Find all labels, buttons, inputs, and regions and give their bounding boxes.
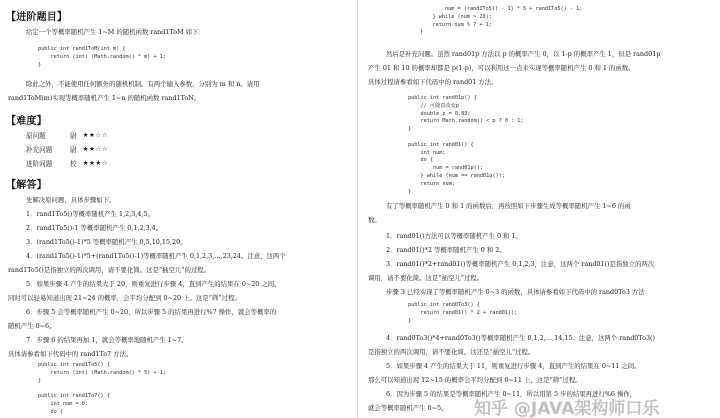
difficulty-row-supplement: 补充问题 尉 ★★☆☆ [26,145,109,154]
step-line: rand1To5()是指独立的两次调用，请不要化简。这是“插空儿”的过程。 [8,266,211,274]
rating-stars: ★★☆☆ [82,131,109,139]
step-line: 5．如果步骤 4 产生的结果大于 11，则重复进行步骤 4，直到产生的结果在 0~11 之间。 [386,362,641,370]
step-line: 1．rand01()方法可以等概率随机产生 0 和 1。 [386,232,522,240]
code-rand1To7-tail: num = (rand1To5() - 1) * 5 + rand1To5() - 1; } while (num > 20); return num % 7 + 1; } [420,6,583,36]
step-line: 2．rand1To5()-1 等概率随机产生 0,1,2,3,4。 [26,224,163,232]
supplement-paragraph-line3: 具体过程请参看如下代码中的 rand01 方法。 [368,78,498,86]
zhihu-watermark: 知乎 @JAVA架构师口乐 [474,399,660,418]
step-line: 7．步骤 6 的结果再加 1，就会等概率地随机产生 1~7。 [26,336,188,344]
generation-paragraph-line1: 有了等概率随机产生 0 和 1 的函数后，再按照如下步骤生成等概率随机产生 1~6 的函 [386,202,631,210]
difficulty-row-original: 原问题 尉 ★★☆☆ [26,131,109,140]
code-rand01p-rand01: public int rand01p() { // 可随意改变p double p = 0.83; return Math.random() < p ? 0 : 1; } public int rand01() { int num; do { num = rand01p(); } while (num == rand01p()); return num; } [408,95,524,195]
step-line: 是指独立的两次调用，请不要化简。这还是“插空儿”过程。 [368,348,535,356]
rating-stars: ★★★☆ [82,159,109,167]
answer-intro: 先解决原问题，具体步骤如下。 [26,196,116,204]
intro-paragraph: 给定一个等概率随机产生 1~M 的随机函数 rand1ToM 如下： [26,28,205,36]
step-line: 3．(rand1To5()-1)*5 等概率随机产生 0,5,10,15,20。 [26,238,187,246]
step-line: 4．(rand1To5()-1)*5+(rand1To5()-1)等概率随机产生 0,1,2,3,…,23,24。注意，这两个 [26,252,286,260]
difficulty-row-advanced: 进阶问题 校 ★★★☆ [26,159,109,168]
left-page [0,0,358,418]
rating-stars: ★★☆☆ [82,145,109,153]
step-line: 1．rand1To5()等概率随机产生 1,2,3,4,5。 [26,210,154,218]
constraint-paragraph-line1: 除此之外，不能使用任何额外的随机机制。有两个输入参数，分别为 m 和 n。请用 [26,80,260,88]
step-line: 2．rand01()*2 等概率随机产生 0 和 2。 [386,246,506,254]
supplement-paragraph-line1: 然后是补充问题。虽然 rand01p 方法以 p 的概率产生 0，以 1-p 的概率产生 1，但是 rand01p [386,50,661,58]
code-rand1To5-rand1To7: public int rand1To5() { return (int) (Math.random() * 5) + 1; } public int rand1To7() { int num = 0; do { [38,362,167,415]
answer-heading: 【解答】 [6,180,47,191]
supplement-paragraph-line2: 产生 01 和 10 的概率却都是 p(1-p)，可以利用这一点来实现等概率随机产生 0 和 1 的函数。 [368,64,635,72]
code-rand1ToM: public int rand1ToM(int m) { return (int) (Math.random() * m) + 1; } [38,46,167,68]
constraint-paragraph-line2: rand1ToM(m)实现等概率随机产生 1~n 的随机函数 rand1ToN。 [8,94,201,102]
step-line: 3．rand01()*2+rand01()等概率随机产生 0,1,2,3，注意，这两个 rand01()是指独立的两次 [386,260,655,268]
step-line: 5．如果步骤 4 产生的结果大于 20，则重复进行步骤 4，直到产生的结果在 0~20 之间。 [26,280,281,288]
step-line: 6．步骤 5 会等概率随机产生 0~20，所以步骤 5 的结果再进行%7 操作，就会等概率的 [26,308,277,316]
right-page [360,0,720,418]
generation-paragraph-line2: 数。 [368,216,381,224]
step-line: 6．因为步骤 5 的结果是等概率随机产生 0~11，所以用第 5 步的结果再进行%6 操作， [386,390,637,398]
step-line: 4．rand0To3()*4+rand0To3()等概率随机产生 0,1,2,…,14,15。注意，这两个 rand0To3() [386,334,656,342]
code-rand0To3: public int rand0To3() { return rand01() * 2 + rand01(); } [408,302,518,324]
step-line: 步骤 3 已经实现了等概率随机产生 0~3 的函数，具体请参看如下代码中的 rand0To3 方法： [386,288,652,296]
step-line: 调用，请不要化简。这是“插空儿”过程。 [368,274,484,282]
step-line: 随机产生 0~6。 [8,322,56,330]
step-line: 那么可以知道出现 12~15 的概率会平均分配到 0~11 上，这是“筛”过程。 [368,376,582,384]
step-line: 同时可以轻易知道出现 21~24 的概率，会平均分配到 0~20 上。这是“筛”过程。 [8,294,241,302]
step-line: 具体请参看如下代码中的 rand1To7 方法。 [8,350,133,358]
difficulty-heading: 【难度】 [6,116,47,127]
advanced-problem-heading: 【进阶题目】 [6,12,68,23]
step-line: 就会等概率随机产生 0~5。 [368,404,448,412]
